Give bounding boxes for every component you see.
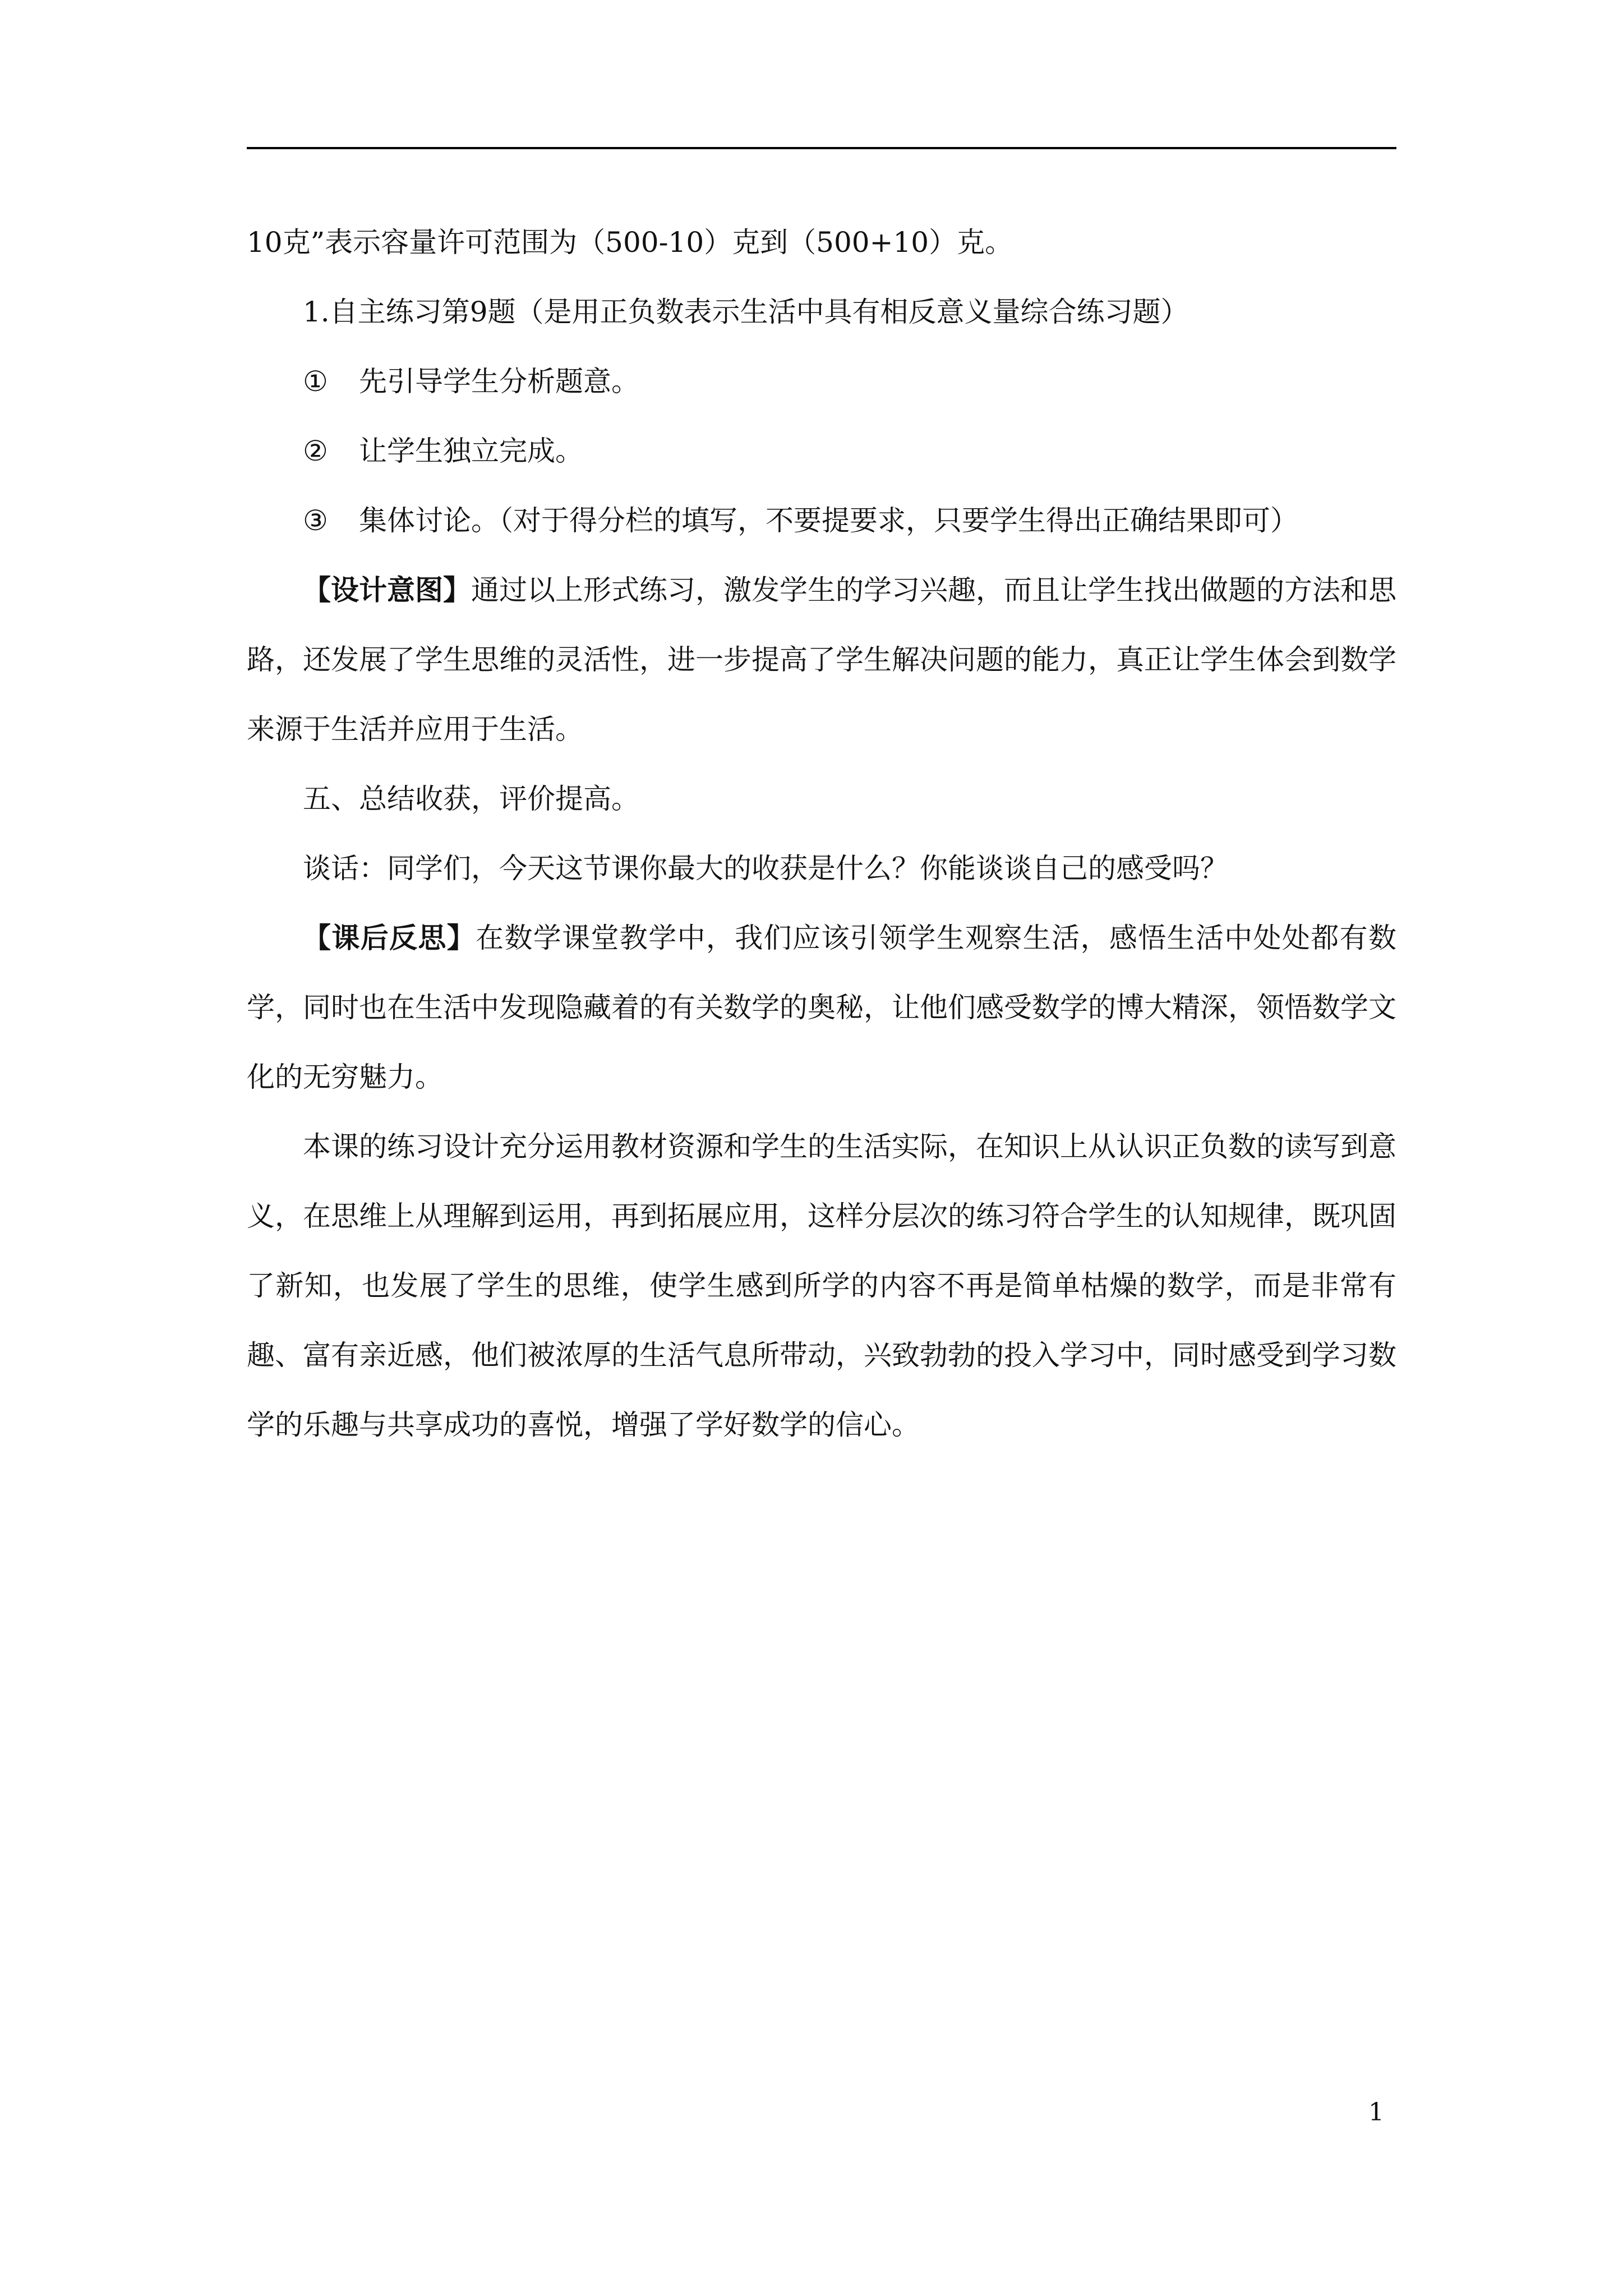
step-item <box>247 486 1396 555</box>
paragraph-lesson-summary: 本课的练习设计充分运用教材资源和学生的生活实际，在知识上从认识正负数的读写到意义，在思维上从理解到运用，再到拓展应用，这样分层次的练习符合学生的认知规律，既巩固了新知，也发展了学生的思维，使学生感到所学的内容不再是简单枯燥的数学，而是非常有趣、富有亲近感，他们被浓厚的生活气息所带动，兴致勃勃的投入学习中，同时感受到学习数学的乐趣与共享成功的喜悦，增强了学好数学的信心。 <box>247 1130 1396 1441</box>
reflection-label: 【课后反思】 <box>303 921 476 954</box>
header-rule <box>247 147 1396 149</box>
paragraph-design-intent <box>247 555 1396 764</box>
step-text: 先引导学生分析题意。 <box>359 365 639 398</box>
page-number: 1 <box>1368 2098 1384 2127</box>
paragraph-exercise-9: 1.自主练习第9题（是用正负数表示生活中具有相反意义量综合练习题） <box>303 296 1189 328</box>
paragraph-talk: 谈话：同学们，今天这节课你最大的收获是什么？你能谈谈自己的感受吗？ <box>303 852 1228 885</box>
section-heading-five: 五、总结收获，评价提高。 <box>303 783 639 815</box>
reflection-text: 在数学课堂教学中，我们应该引领学生观察生活，感悟生活中处处都有数学，同时也在生活中发现隐藏着的有关数学的奥秘，让他们感受数学的博大精深，领悟数学文化的无穷魅力。 <box>247 922 1396 1093</box>
step-number: ① <box>303 365 328 398</box>
paragraph-capacity-range: 10克”表示容量许可范围为（500-10）克到（500+10）克。 <box>247 226 1013 259</box>
step-number: ③ <box>303 504 328 537</box>
design-intent-label: 【设计意图】 <box>303 573 471 606</box>
step-text: 让学生独立完成。 <box>359 435 583 467</box>
design-intent-text: 通过以上形式练习，激发学生的学习兴趣，而且让学生找出做题的方法和思路，还发展了学生思维的灵活性，进一步提高了学生解决问题的能力，真正让学生体会到数学来源于生活并应用于生活。 <box>247 574 1396 746</box>
document-body <box>247 208 1396 1460</box>
step-number: ② <box>303 435 328 467</box>
step-text: 集体讨论。（对于得分栏的填写，不要提要求，只要学生得出正确结果即可） <box>359 504 1298 537</box>
paragraph-reflection <box>247 903 1396 1112</box>
step-item <box>247 347 1396 416</box>
step-item <box>247 416 1396 486</box>
